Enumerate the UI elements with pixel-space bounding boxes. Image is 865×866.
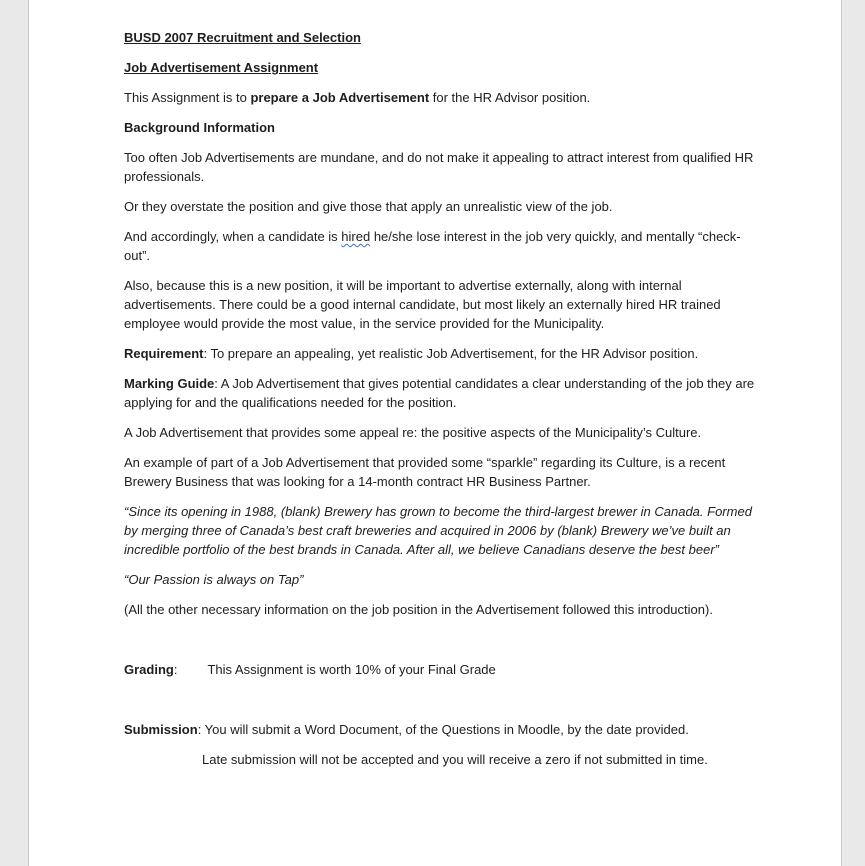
grading-paragraph	[124, 660, 764, 679]
background-heading	[124, 118, 764, 137]
paragraph-overstate: Or they overstate the position and give those that apply an unrealistic view of the job.	[124, 199, 613, 214]
submission-paragraph	[124, 720, 764, 739]
document-page	[28, 0, 842, 866]
quote-passion: “Our Passion is always on Tap”	[124, 572, 304, 587]
spell-check-word[interactable]: hired	[341, 229, 371, 244]
paragraph-example: An example of part of a Job Advertisement that provided some “sparkle” regarding its Culture, is a recent Brewery Business that was looking for a 14-month contract HR Business Partner.	[124, 455, 726, 489]
paragraph-mundane: Too often Job Advertisements are mundane, and do not make it appealing to attract interest from qualified HR professionals.	[124, 150, 754, 184]
intro-bold-text: prepare a Job Advertisement	[250, 90, 430, 105]
intro-text-end: for the HR Advisor position.	[429, 90, 591, 105]
requirement-label: Requirement	[124, 346, 204, 361]
submission-text: : You will submit a Word Document, of the Questions in Moodle, by the date provided.	[197, 722, 689, 737]
background-heading-text: Background Information	[124, 120, 275, 135]
blank-line	[124, 690, 764, 720]
grading-label: Grading	[124, 662, 174, 677]
paragraph-other-info: (All the other necessary information on the job position in the Advertisement followed this introduction).	[124, 602, 713, 617]
marking-guide-label: Marking Guide	[124, 376, 215, 391]
intro-paragraph	[124, 88, 764, 107]
marking-guide-text: : A Job Advertisement that gives potential candidates a clear understanding of the job they are applying for and the qualifications needed for the position.	[124, 376, 755, 410]
paragraph-accordingly-end: he/she lose interest in the job very quickly, and mentally “check-out”.	[124, 229, 741, 263]
blank-line	[124, 630, 764, 660]
course-title: BUSD 2007 Recruitment and Selection	[124, 30, 361, 45]
quote-brewery: “Since its opening in 1988, (blank) Brewery has grown to become the third-largest brewer in Canada. Formed by merging three of Canada’s best craft breweries and acquired in 2006 by (blank) Brewery we’ve built an incredible portfolio of the best brands in Canada. After all, we believe Canadians deserve the best beer”	[124, 504, 752, 557]
grading-colon: :	[173, 662, 178, 677]
marking-guide-paragraph	[124, 374, 764, 412]
grading-text: This Assignment is worth 10% of your Final Grade	[207, 662, 496, 677]
paragraph-accordingly	[124, 227, 764, 265]
paragraph-new-position: Also, because this is a new position, it will be important to advertise externally, along with internal advertisements. There could be a good internal candidate, but most likely an externally hired HR trained employee would provide the most value, in the service provided for the Municipality.	[124, 278, 721, 331]
requirement-text: : To prepare an appealing, yet realistic Job Advertisement, for the HR Advisor position.	[203, 346, 699, 361]
requirement-paragraph	[124, 344, 764, 363]
assignment-title: Job Advertisement Assignment	[124, 60, 319, 75]
late-submission-paragraph: Late submission will not be accepted and you will receive a zero if not submitted in time.	[202, 752, 708, 767]
paragraph-accordingly-start: And accordingly, when a candidate is	[124, 229, 342, 244]
submission-label: Submission	[124, 722, 198, 737]
document-body[interactable]	[124, 28, 764, 780]
intro-text: This Assignment is to	[124, 90, 251, 105]
paragraph-appeal: A Job Advertisement that provides some appeal re: the positive aspects of the Municipality’s Culture.	[124, 425, 702, 440]
